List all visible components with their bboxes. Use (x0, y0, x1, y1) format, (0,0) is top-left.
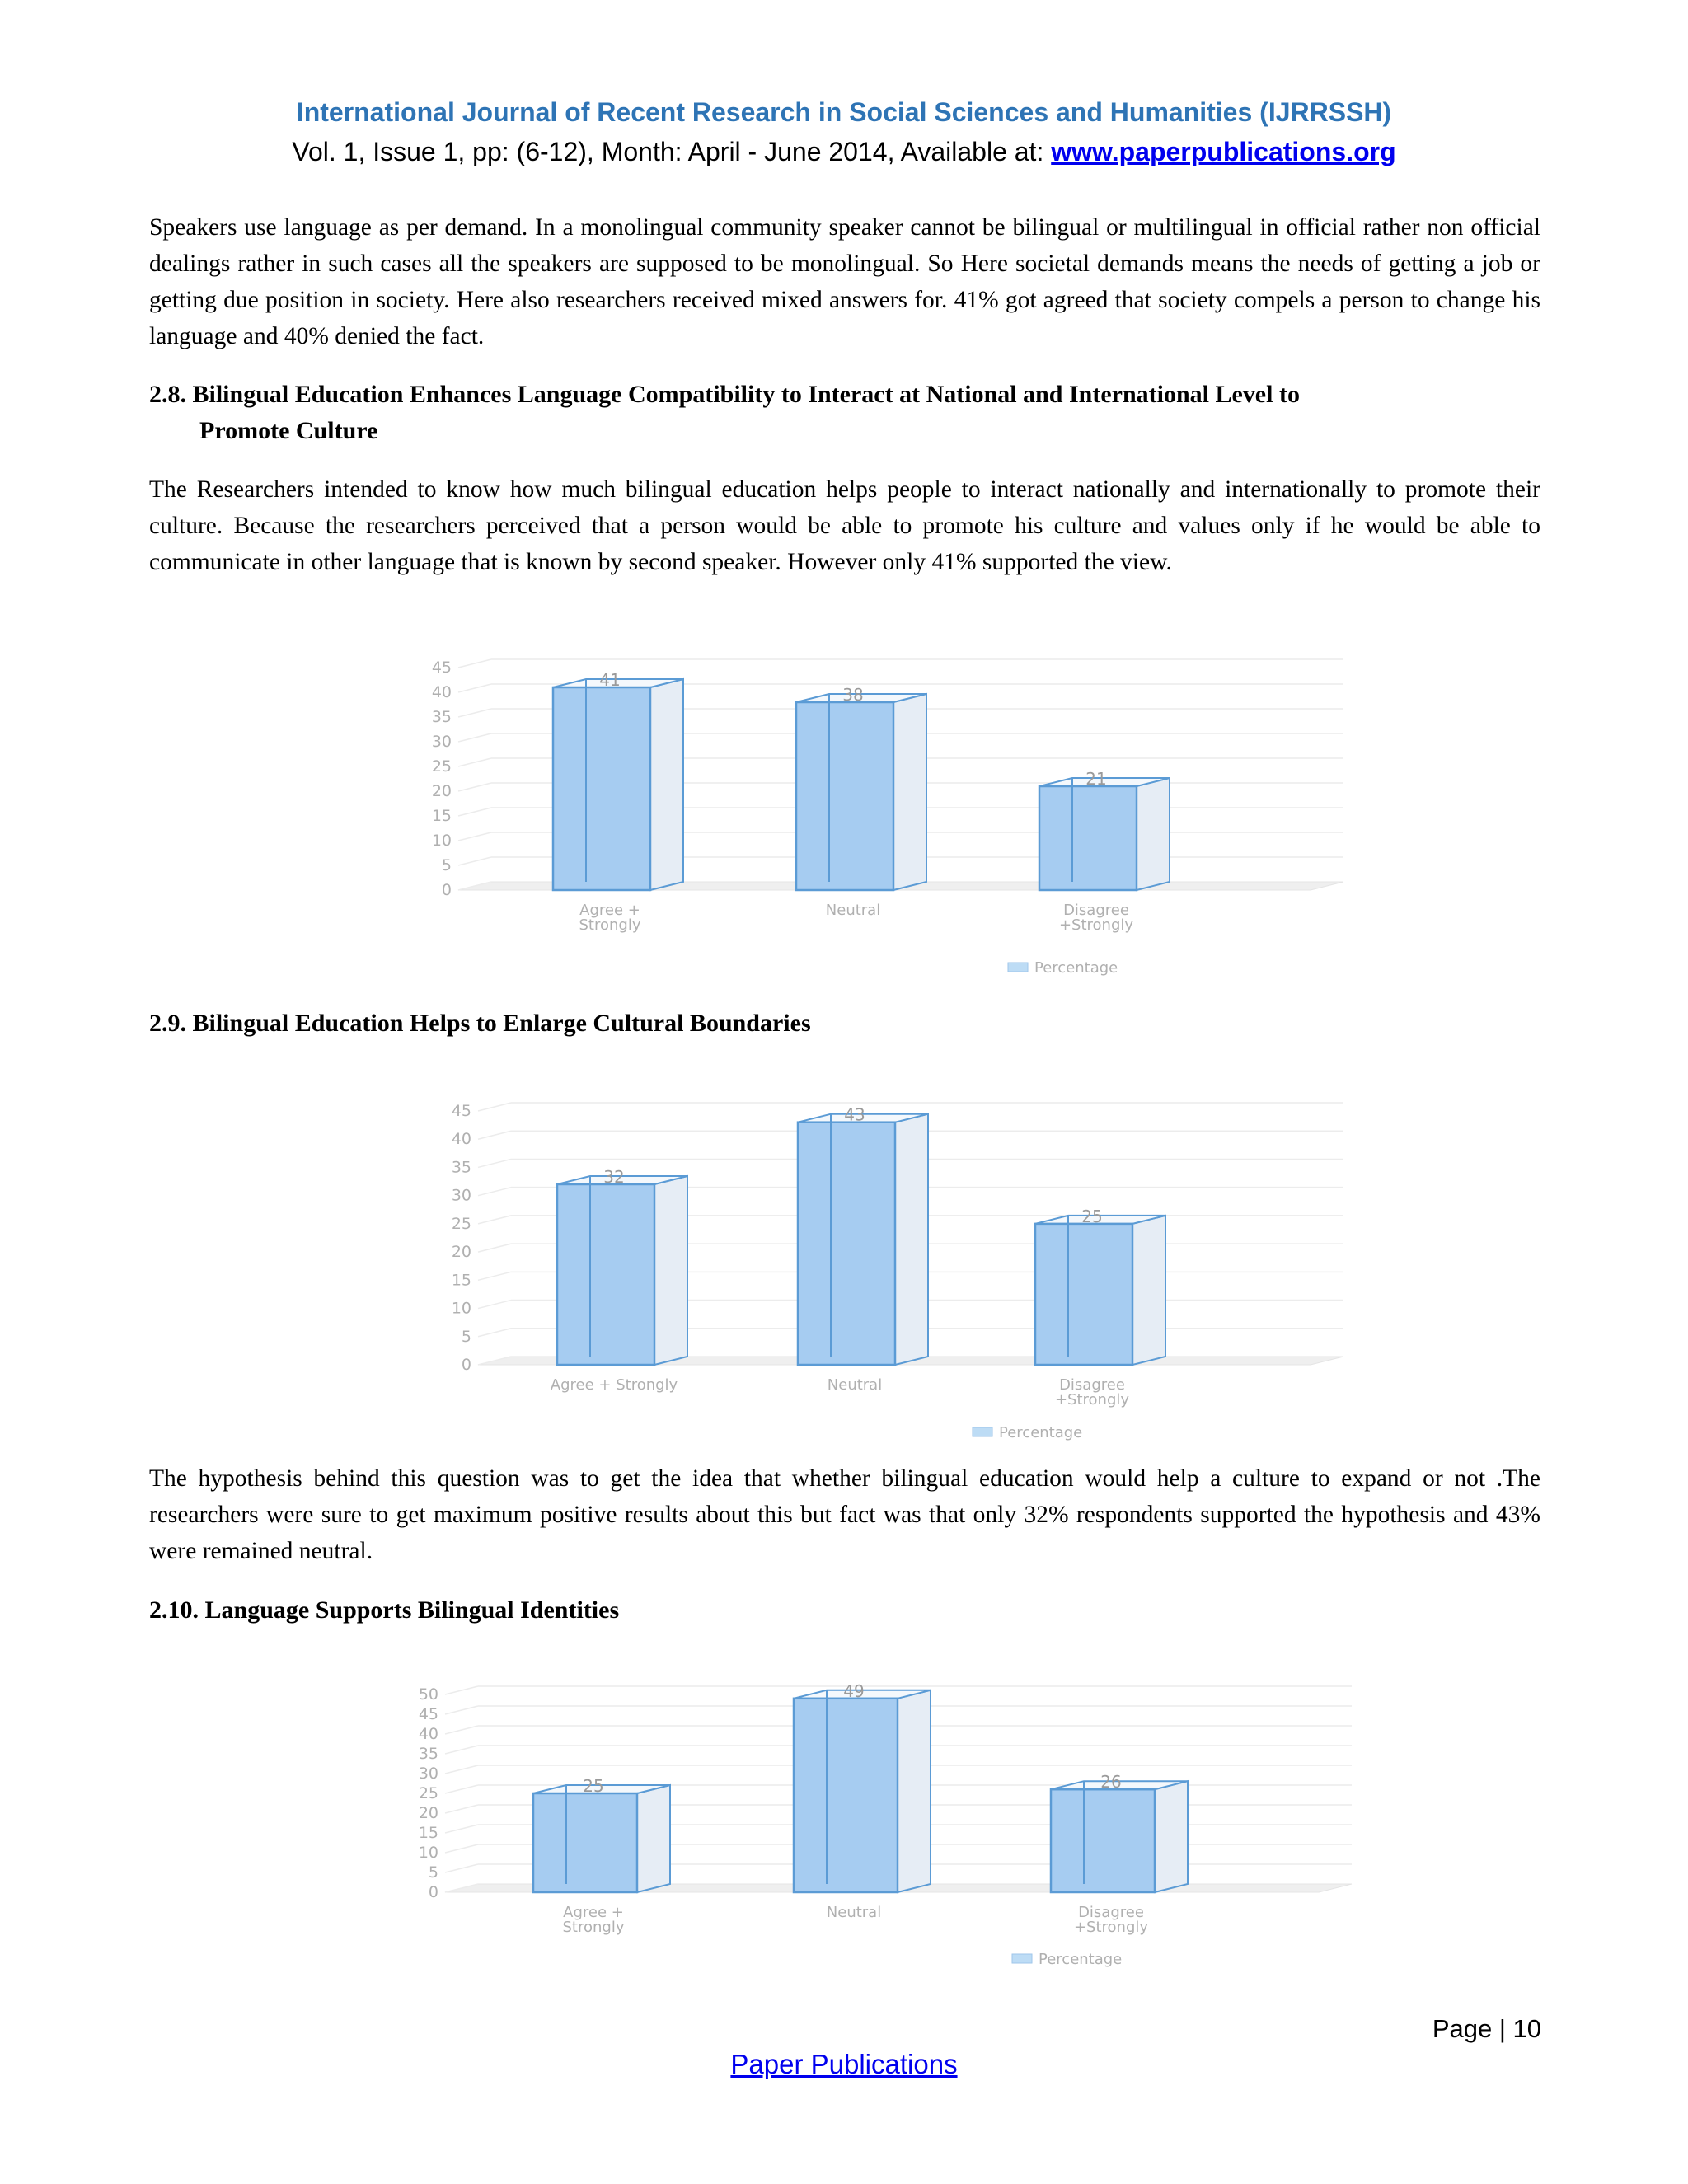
gridline-depth (458, 733, 491, 742)
y-tick-label: 10 (431, 832, 452, 850)
paragraph-hypothesis: The hypothesis behind this question was to get the idea that whether bilingual education would help a culture to expand or not .The researchers were sure to get maximum positive results about this but fact was that only 32% respondents supported the hypothesis and 43% were remained neutral. (149, 1465, 1540, 1564)
gridline-depth (458, 857, 491, 865)
bar-side (1132, 1216, 1165, 1365)
publisher-link[interactable]: Paper Publications (730, 2049, 958, 2079)
bar-side (898, 1690, 931, 1892)
data-label: 49 (843, 1680, 865, 1701)
y-tick-label: 40 (418, 1725, 438, 1743)
gridline-depth (478, 1159, 511, 1167)
legend-swatch (973, 1427, 992, 1436)
y-tick-label: 0 (461, 1356, 471, 1374)
gridline-depth (478, 1244, 511, 1252)
data-label: 25 (583, 1776, 604, 1796)
y-tick-label: 20 (431, 782, 452, 800)
bar-side (1137, 778, 1170, 890)
y-tick-label: 40 (431, 683, 452, 701)
y-tick-label: 15 (418, 1824, 438, 1842)
gridline-depth (445, 1785, 478, 1793)
bar-chart-bilingual-identities (387, 1668, 1360, 1981)
y-tick-label: 10 (418, 1844, 438, 1862)
section-heading-2-10: 2.10. Language Supports Bilingual Identities (149, 1596, 620, 1624)
data-label: 32 (603, 1166, 625, 1187)
data-label: 41 (599, 670, 621, 690)
page-number: Page | 10 (1432, 2014, 1541, 2043)
category-label: Agree + (579, 902, 640, 919)
y-tick-label: 25 (451, 1214, 471, 1233)
category-label: Strongly (579, 916, 641, 934)
bar-side (637, 1785, 670, 1892)
y-tick-label: 5 (441, 856, 452, 874)
data-label: 26 (1100, 1772, 1122, 1793)
bar-side (650, 679, 683, 890)
y-tick-label: 40 (451, 1130, 471, 1149)
category-label: Neutral (827, 1376, 883, 1394)
section-heading-2-8 (149, 377, 1540, 449)
category-label: Disagree (1078, 1904, 1144, 1921)
y-tick-label: 5 (461, 1327, 471, 1346)
category-label: Agree + Strongly (550, 1376, 678, 1394)
category-label: +Strongly (1073, 1919, 1149, 1936)
legend-swatch (1012, 1954, 1032, 1963)
gridline-depth (478, 1301, 511, 1309)
bar (1051, 1789, 1155, 1892)
legend-label: Percentage (1039, 1951, 1123, 1968)
category-label: Disagree (1059, 1376, 1125, 1394)
y-tick-label: 45 (451, 1102, 471, 1120)
gridline-depth (478, 1216, 511, 1224)
website-link[interactable]: www.paperpublications.org (1051, 137, 1396, 166)
gridline-depth (445, 1706, 478, 1714)
y-tick-label: 30 (451, 1186, 471, 1205)
gridline-depth (458, 684, 491, 692)
gridline-depth (478, 1131, 511, 1139)
y-tick-label: 50 (418, 1685, 438, 1704)
bar (557, 1184, 654, 1365)
bar (553, 687, 650, 890)
y-tick-label: 35 (418, 1745, 438, 1763)
section-heading-2-8-line1: 2.8. Bilingual Education Enhances Language Compatibility to Interact at National and International Level to (149, 381, 1300, 408)
bar-side (893, 694, 926, 890)
paragraph-societal-demands: Speakers use language as per demand. In a monolingual community speaker cannot be bilingual or multilingual in official rather non official dealings rather in such cases all the speakers are supposed to be monolingual. So Here societal demands means the needs of getting a job or getting due position in society. Here also researchers received mixed answers for. 41% got agreed that society compels a person to change his language and 40% denied the fact. (149, 214, 1540, 349)
gridline-depth (445, 1765, 478, 1774)
issue-text: Vol. 1, Issue 1, pp: (6-12), Month: April - June 2014, Available at: (292, 137, 1052, 166)
data-label: 25 (1081, 1206, 1103, 1226)
y-tick-label: 45 (418, 1705, 438, 1723)
y-tick-label: 10 (451, 1299, 471, 1318)
y-tick-label: 35 (431, 708, 452, 726)
y-tick-label: 20 (418, 1804, 438, 1822)
bar (796, 702, 893, 890)
gridline-depth (445, 1864, 478, 1872)
gridline-depth (445, 1726, 478, 1734)
y-tick-label: 25 (418, 1784, 438, 1802)
bar-chart-language-compatibility (412, 626, 1352, 989)
y-tick-label: 0 (428, 1883, 438, 1901)
category-label: Disagree (1063, 902, 1129, 919)
section-heading-2-8-line2: Promote Culture (199, 417, 378, 444)
gridline-depth (478, 1103, 511, 1111)
section-heading-2-9: 2.9. Bilingual Education Helps to Enlarge Cultural Boundaries (149, 1010, 811, 1037)
y-tick-label: 35 (451, 1158, 471, 1177)
issue-info (0, 137, 1688, 167)
legend-swatch (1008, 963, 1028, 972)
gridline-depth (478, 1329, 511, 1337)
category-label: Neutral (825, 902, 881, 919)
gridline-depth (445, 1746, 478, 1754)
gridline-depth (445, 1825, 478, 1833)
gridline-depth (445, 1844, 478, 1853)
bar (1039, 786, 1137, 890)
legend-label: Percentage (1034, 959, 1118, 977)
gridline-depth (445, 1805, 478, 1813)
bar (1035, 1224, 1132, 1365)
paragraph-culture-promotion: The Researchers intended to know how much bilingual education helps people to interact nationally and internationally to promote their culture. Because the researchers perceived that a person would be able to promote his culture and values only if he would be able to communicate in other language that is known by second speaker. However only 41% supported the view. (149, 476, 1540, 575)
y-tick-label: 5 (428, 1863, 438, 1882)
bar-side (1155, 1781, 1188, 1892)
bar-side (895, 1114, 928, 1365)
y-tick-label: 30 (431, 733, 452, 751)
gridline-depth (458, 808, 491, 816)
gridline-depth (458, 832, 491, 841)
y-tick-label: 45 (431, 658, 452, 677)
gridline-depth (458, 709, 491, 717)
bar (798, 1122, 895, 1365)
y-tick-label: 25 (431, 757, 452, 776)
gridline-depth (458, 758, 491, 766)
y-tick-label: 30 (418, 1765, 438, 1783)
y-tick-label: 15 (451, 1271, 471, 1290)
legend-label: Percentage (999, 1424, 1083, 1441)
y-tick-label: 20 (451, 1243, 471, 1262)
gridline-depth (458, 659, 491, 668)
bar (533, 1793, 637, 1892)
gridline-depth (458, 783, 491, 791)
category-label: Strongly (562, 1919, 625, 1936)
gridline-depth (445, 1686, 478, 1694)
data-label: 21 (1085, 769, 1107, 789)
journal-title: International Journal of Recent Research in Social Sciences and Humanities (IJRRSSH) (296, 97, 1392, 127)
gridline-depth (478, 1272, 511, 1280)
data-label: 38 (842, 685, 864, 705)
category-label: Agree + (563, 1904, 624, 1921)
category-label: +Strongly (1054, 1391, 1130, 1408)
bar-chart-cultural-boundaries (412, 1086, 1352, 1449)
category-label: +Strongly (1058, 916, 1134, 934)
bar-side (654, 1176, 687, 1365)
y-tick-label: 15 (431, 807, 452, 825)
gridline-depth (478, 1188, 511, 1196)
y-tick-label: 0 (441, 881, 452, 899)
data-label: 43 (844, 1104, 865, 1125)
category-label: Neutral (826, 1904, 882, 1921)
bar (794, 1699, 898, 1892)
